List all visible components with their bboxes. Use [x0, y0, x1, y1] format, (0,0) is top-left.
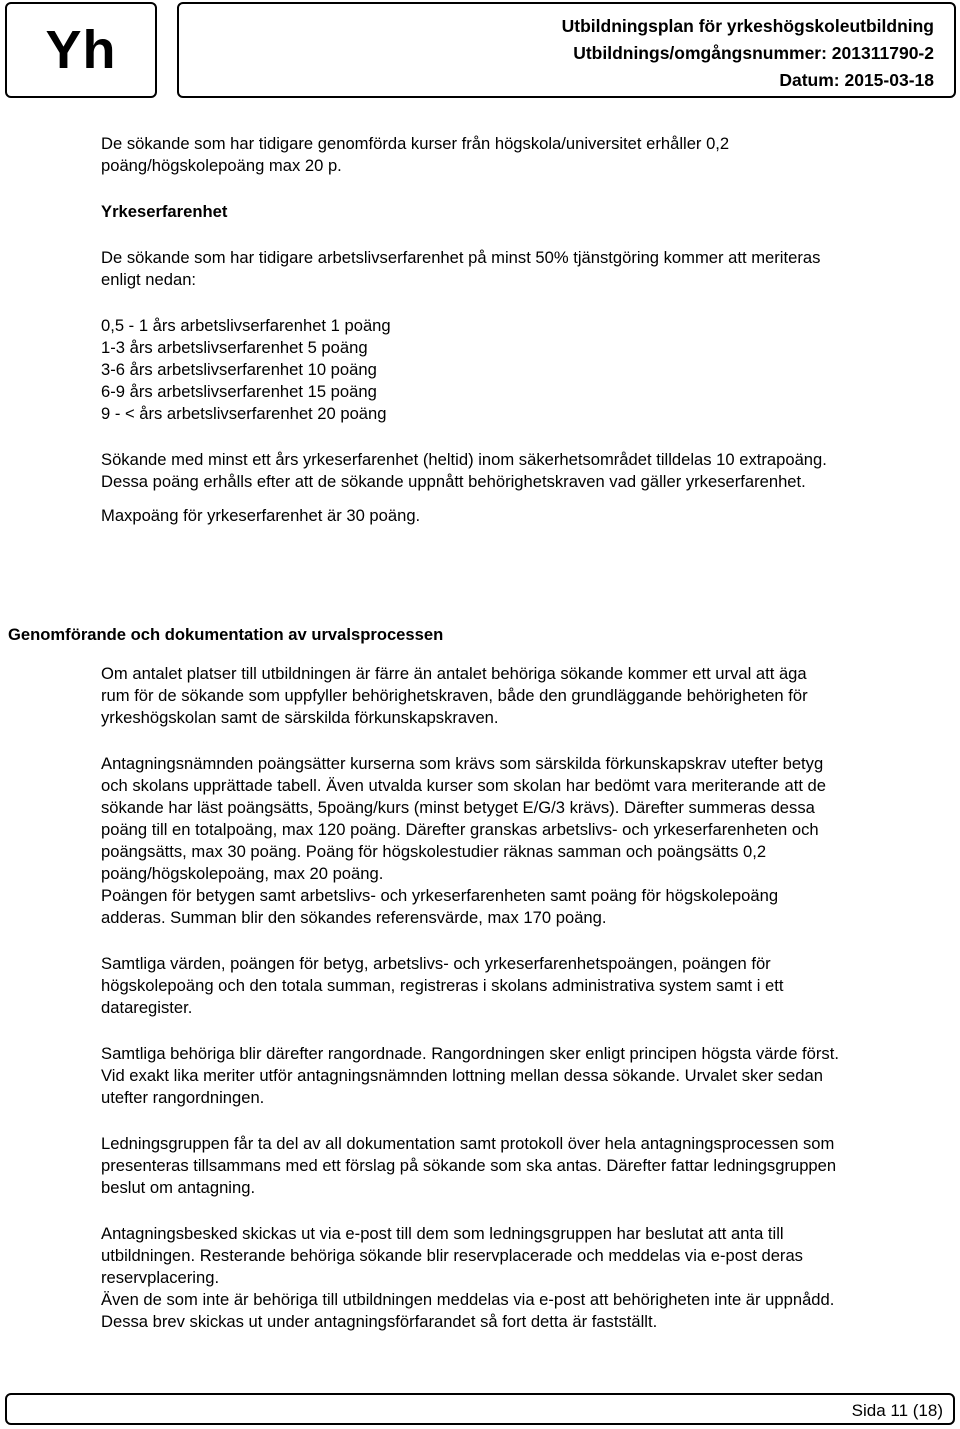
- section-content: [101, 663, 960, 1333]
- paragraph-line: Poängen för betygen samt arbetslivs- och yrkeserfarenheten samt poäng för högskolepoäng: [101, 886, 779, 905]
- paragraph-line: Vid exakt lika meriter utför antagningsnämnden lottning mellan dessa sökande. Urvalet sker sedan: [101, 1066, 823, 1085]
- extra-points-line: Dessa poäng erhålls efter att de sökande uppnått behörighetskraven vad gäller yrkeserfarenhet.: [101, 472, 806, 491]
- section-heading: Genomförande och dokumentation av urvalsprocessen: [8, 625, 444, 644]
- document-title: Utbildningsplan för yrkeshögskoleutbildning: [561, 16, 934, 36]
- paragraph-line: Antagningsnämnden poängsätter kurserna som krävs som särskilda förkunskapskrav utefter betyg: [101, 754, 824, 773]
- max-points-line: Maxpoäng för yrkeserfarenhet är 30 poäng.: [101, 506, 421, 525]
- footer-box: [5, 1393, 955, 1425]
- paragraph-line: Ledningsgruppen får ta del av all dokumentation samt protokoll över hela antagningsprocessen som: [101, 1134, 835, 1153]
- paragraph-line: rum för de sökande som uppfyller behörighetskraven, både den grundläggande behörigheten för: [101, 686, 808, 705]
- paragraph: [101, 1223, 960, 1333]
- paragraph-line: dataregister.: [101, 998, 193, 1017]
- paragraph-line: högskolepoäng och den totala summan, registreras i skolans administrativa system samt i ett: [101, 976, 784, 995]
- extra-points-line: Sökande med minst ett års yrkeserfarenhet (heltid) inom säkerhetsområdet tilldelas 10 extrapoäng.: [101, 450, 827, 469]
- document-date: Datum: 2015-03-18: [779, 70, 934, 90]
- paragraph-line: Samtliga behöriga blir därefter rangordnade. Rangordningen sker enligt principen högsta värde först.: [101, 1044, 839, 1063]
- yrkes-heading: Yrkeserfarenhet: [101, 202, 228, 221]
- paragraph-line: poäng/högskolepoäng, max 20 poäng.: [101, 864, 384, 883]
- yrkes-text-line: enligt nedan:: [101, 270, 197, 289]
- intro-line: De sökande som har tidigare genomförda kurser från högskola/universitet erhåller 0,2: [101, 134, 730, 153]
- program-number: Utbildnings/omgångsnummer: 201311790-2: [573, 43, 934, 63]
- logo: Yh: [45, 20, 117, 80]
- paragraph-line: utefter rangordningen.: [101, 1088, 265, 1107]
- paragraph-line: Antagningsbesked skickas ut via e-post till dem som ledningsgruppen har beslutat att anta till: [101, 1224, 784, 1243]
- paragraph-line: yrkeshögskolan samt de särskilda förkunskapskraven.: [101, 708, 499, 727]
- yrkes-text-line: De sökande som har tidigare arbetslivserfarenhet på minst 50% tjänstgöring kommer att meriteras: [101, 248, 821, 267]
- paragraph-line: adderas. Summan blir den sökandes referensvärde, max 170 poäng.: [101, 908, 607, 927]
- paragraph-line: poäng till en totalpoäng, max 120 poäng. Därefter granskas arbetslivs- och yrkeserfarenheten och: [101, 820, 819, 839]
- paragraph-line: och skolans upprättade tabell. Även utvalda kurser som skolan har bedömt vara meriterande att de: [101, 776, 826, 795]
- paragraph-line: presenteras tillsammans med ett förslag på sökande som ska antas. Därefter fattar ledningsgruppen: [101, 1156, 837, 1175]
- paragraph: [101, 663, 960, 729]
- intro-line: poäng/högskolepoäng max 20 p.: [101, 156, 342, 175]
- page-number: Sida 11 (18): [851, 1401, 943, 1420]
- paragraph-line: Samtliga värden, poängen för betyg, arbetslivs- och yrkeserfarenhetspoängen, poängen för: [101, 954, 771, 973]
- paragraph-line: sökande har läst poängsätts, 5poäng/kurs (minst betyget E/G/3 krävs). Därefter summeras dessa: [101, 798, 815, 817]
- main-content: [101, 133, 960, 527]
- paragraph: [101, 1043, 960, 1109]
- experience-list-item: 3-6 års arbetslivserfarenhet 10 poäng: [101, 360, 377, 379]
- experience-list-item: 9 - < års arbetslivserfarenhet 20 poäng: [101, 404, 387, 423]
- paragraph: [101, 953, 960, 1019]
- paragraph-line: Även de som inte är behöriga till utbildningen meddelas via e-post att behörigheten inte är uppnådd.: [101, 1290, 835, 1309]
- paragraph: [101, 753, 960, 929]
- paragraph-line: poängsätts, max 30 poäng. Poäng för högskolestudier räknas samman och poängsätts 0,2: [101, 842, 767, 861]
- paragraph-line: reservplacering.: [101, 1268, 220, 1287]
- experience-list-item: 0,5 - 1 års arbetslivserfarenhet 1 poäng: [101, 316, 391, 335]
- paragraph-line: Dessa brev skickas ut under antagningsförfarandet så fort detta är fastställt.: [101, 1312, 658, 1331]
- header-box: [177, 2, 956, 98]
- experience-list-item: 6-9 års arbetslivserfarenhet 15 poäng: [101, 382, 377, 401]
- paragraph-line: beslut om antagning.: [101, 1178, 256, 1197]
- experience-list-item: 1-3 års arbetslivserfarenhet 5 poäng: [101, 338, 368, 357]
- paragraph: [101, 1133, 960, 1199]
- paragraph-line: utbildningen. Resterande behöriga sökande blir reservplacerade och meddelas via e-post deras: [101, 1246, 803, 1265]
- paragraph-line: Om antalet platser till utbildningen är färre än antalet behöriga sökande kommer ett urval att äga: [101, 664, 807, 683]
- logo-box: [5, 2, 157, 98]
